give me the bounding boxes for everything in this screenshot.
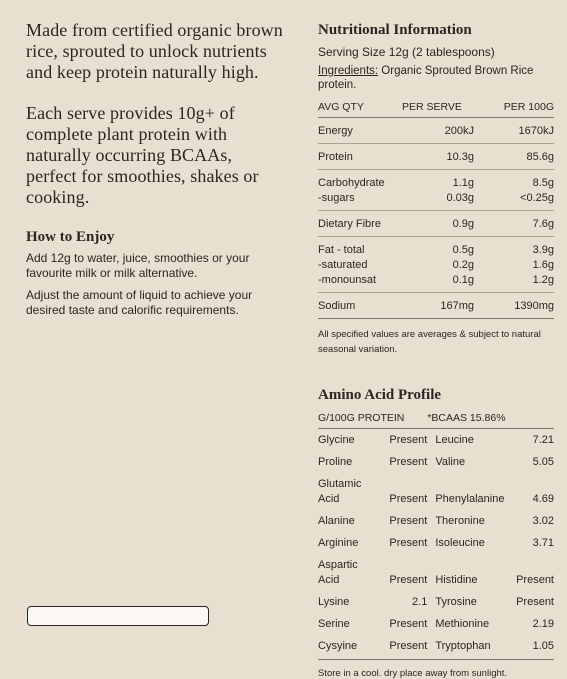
amino-value-left: Present <box>379 635 427 660</box>
table-row <box>318 429 554 452</box>
amino-name-left: Cysyine <box>318 635 379 660</box>
nutrient-name: Fat - total <box>318 244 365 256</box>
amino-value-right: Present <box>516 596 554 608</box>
nutrient-name: -saturated <box>318 259 368 271</box>
nutritional-information-heading: Nutritional Information <box>318 22 472 38</box>
amino-value-right: 1.05 <box>509 635 554 660</box>
table-row <box>318 118 554 144</box>
ingredients-label: Ingredients: <box>318 65 379 77</box>
amino-name-right: Tryptophan <box>427 635 509 660</box>
per-serve-value: 0.03g <box>446 192 474 204</box>
amino-value-left: Present <box>389 537 428 549</box>
amino-value-right: 2.19 <box>532 618 554 630</box>
per-100g-value: 1.2g <box>532 274 554 286</box>
amino-table-header <box>318 410 554 429</box>
nutrition-table <box>318 98 554 319</box>
disclaimer: All specified values are averages & subject to natural seasonal variation. <box>318 329 541 355</box>
per-serve-value: 1.1g <box>452 177 474 189</box>
col-per-serve: PER SERVE <box>402 98 474 118</box>
table-row <box>318 591 554 613</box>
amino-value-left: Present <box>389 515 428 527</box>
amino-name-left: Serine <box>318 618 350 630</box>
ingredients <box>318 64 554 92</box>
nutrient-name: Dietary Fibre <box>318 211 402 237</box>
how-to-enjoy-heading: How to Enjoy <box>26 229 115 245</box>
intro-paragraph-1: Made from certified organic brown rice, sprouted to unlock nutrients and keep protein naturally high. <box>26 20 283 82</box>
amino-value-right: Present <box>516 574 554 586</box>
nutrient-name: Energy <box>318 118 402 144</box>
per-100g-value: 1.6g <box>532 259 554 271</box>
col-per-100g: PER 100G <box>474 98 554 118</box>
amino-name-left: Alanine <box>318 515 355 527</box>
per-100g-value: 3.9g <box>532 244 554 256</box>
col-bcaas: *BCAAS 15.86% <box>427 410 554 429</box>
table-row <box>318 635 554 660</box>
bottom-button[interactable] <box>27 606 209 626</box>
nutrient-name: -monounsat <box>318 274 377 286</box>
nutrition-panel <box>318 22 554 679</box>
storage-instructions: Store in a cool. dry place away from sunlight. <box>318 668 508 679</box>
how-to-enjoy-line-2: Adjust the amount of liquid to achieve your desired taste and calorific requirements. <box>26 288 253 317</box>
table-row <box>318 613 554 635</box>
amino-name-left: Glycine <box>318 434 355 446</box>
table-row <box>318 211 554 237</box>
per-100g-value: 7.6g <box>474 211 554 237</box>
amino-name-right: Histidine <box>435 574 478 586</box>
table-row <box>318 293 554 319</box>
table-row <box>318 144 554 170</box>
intro-paragraph-2: Each serve provides 10g+ of complete plant protein with naturally occurring BCAAs, perfect for smoothies, shakes or cooking. <box>26 103 259 207</box>
amino-acid-table <box>318 410 554 660</box>
amino-name-left: Proline <box>318 456 353 468</box>
per-serve-value: 167mg <box>402 293 474 319</box>
table-row <box>318 237 554 293</box>
nutrient-name: -sugars <box>318 192 355 204</box>
product-description <box>26 20 286 318</box>
amino-name-right: Valine <box>435 456 466 468</box>
table-row <box>318 473 554 510</box>
amino-name-left: Arginine <box>318 537 359 549</box>
per-serve-value: 0.9g <box>402 211 474 237</box>
per-100g-value: 1670kJ <box>474 118 554 144</box>
amino-value-right: 5.05 <box>532 456 554 468</box>
table-row <box>318 451 554 473</box>
amino-value-right: 3.02 <box>532 515 554 527</box>
per-100g-value: 1390mg <box>474 293 554 319</box>
per-serve-value: 0.5g <box>452 244 474 256</box>
nutrient-name: Carbohydrate <box>318 177 385 189</box>
amino-value-right: 7.21 <box>532 434 554 446</box>
amino-name-right: Tyrosine <box>435 596 477 608</box>
amino-value-left: 2.1 <box>412 596 428 608</box>
amino-value-left: Present <box>389 493 428 505</box>
amino-value-left: Present <box>389 618 428 630</box>
amino-name-right: Leucine <box>435 434 474 446</box>
per-serve-value: 0.1g <box>452 274 474 286</box>
amino-name-right: Theronine <box>435 515 485 527</box>
per-serve-value: 0.2g <box>452 259 474 271</box>
col-g-per-100g-protein: G/100G PROTEIN <box>318 410 427 429</box>
amino-name-right: Isoleucine <box>435 537 485 549</box>
amino-name-left: Lysine <box>318 596 350 608</box>
per-100g-value: 8.5g <box>532 177 554 189</box>
table-row <box>318 170 554 211</box>
serving-size: Serving Size 12g (2 tablespoons) <box>318 45 495 59</box>
amino-name-right: Methionine <box>435 618 490 630</box>
amino-value-right: 4.69 <box>532 493 554 505</box>
nutrition-table-header <box>318 98 554 118</box>
amino-value-left: Present <box>389 456 428 468</box>
nutrient-name: Protein <box>318 144 402 170</box>
amino-value-right: 3.71 <box>532 537 554 549</box>
amino-acid-profile-heading: Amino Acid Profile <box>318 387 442 403</box>
amino-name-left: Glutamic Acid <box>318 478 362 505</box>
per-serve-value: 10.3g <box>402 144 474 170</box>
amino-value-left: Present <box>389 574 428 586</box>
per-100g-value: <0.25g <box>520 192 554 204</box>
col-avg-qty: AVG QTY <box>318 98 402 118</box>
amino-value-left: Present <box>389 434 428 446</box>
table-row <box>318 554 554 591</box>
amino-name-left: Aspartic Acid <box>318 559 358 586</box>
ingredients-text: Organic Sprouted Brown Rice protein. <box>318 65 534 91</box>
amino-name-right: Phenylalanine <box>435 493 505 505</box>
per-100g-value: 85.6g <box>474 144 554 170</box>
table-row <box>318 510 554 532</box>
per-serve-value: 200kJ <box>402 118 474 144</box>
nutrient-name: Sodium <box>318 293 402 319</box>
table-row <box>318 532 554 554</box>
how-to-enjoy-line-1: Add 12g to water, juice, smoothies or your favourite milk or milk alternative. <box>26 251 250 280</box>
